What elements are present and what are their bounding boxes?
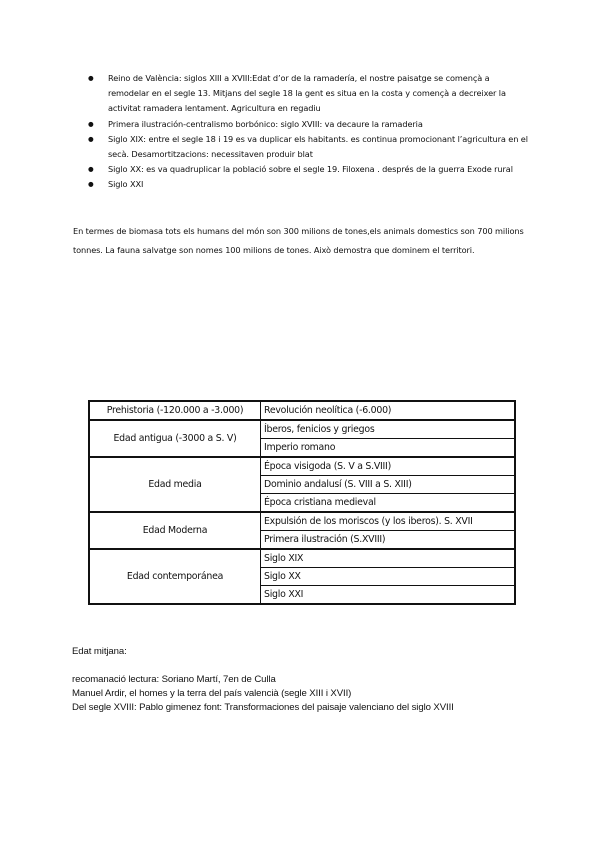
reading-notes bbox=[72, 645, 532, 715]
table-row bbox=[89, 549, 515, 568]
event-cell: Siglo XX bbox=[261, 568, 516, 586]
event-cell: Época visigoda (S. V a S.VIII) bbox=[261, 457, 516, 476]
event-cell: Imperio romano bbox=[261, 439, 516, 458]
era-cell: Edad antigua (-3000 a S. V) bbox=[89, 420, 261, 457]
event-cell: Íberos, fenicios y griegos bbox=[261, 420, 516, 439]
event-cell: Revolución neolítica (-6.000) bbox=[261, 401, 516, 420]
event-cell: Expulsión de los moriscos (y los iberos). S. XVII bbox=[261, 512, 516, 531]
note-line: Manuel Ardir, el homes y la terra del país valencià (segle XIII i XVII) bbox=[72, 688, 352, 699]
list-item: ● Reino de València: siglos XIII a XVIII:Edat d’or de la ramadería, el nostre paisatge se començà a remodelar en el segle 13. Mitjans del segle 18 la gent es situa en la costa y començà a decreixer la activitat ramadera lentament. Agricultura en regadiu bbox=[88, 71, 528, 117]
event-cell: Época cristiana medieval bbox=[261, 494, 516, 513]
historical-periods-table bbox=[88, 400, 516, 605]
era-cell: Edad contemporánea bbox=[89, 549, 261, 604]
event-cell: Siglo XXI bbox=[261, 586, 516, 605]
event-cell: Dominio andalusí (S. VIII a S. XIII) bbox=[261, 476, 516, 494]
era-cell: Edad media bbox=[89, 457, 261, 512]
notes-heading: Edat mitjana: bbox=[72, 646, 127, 657]
table-row bbox=[89, 512, 515, 531]
note-line: Del segle XVIII: Pablo gimenez font: Transformaciones del paisaje valenciano del siglo XVIII bbox=[72, 702, 454, 713]
event-cell: Primera ilustración (S.XVIII) bbox=[261, 531, 516, 550]
list-item: ● Siglo XXI bbox=[88, 177, 528, 192]
bullet-list bbox=[88, 71, 528, 193]
era-cell: Prehistoria (-120.000 a -3.000) bbox=[89, 401, 261, 420]
list-item: ● Primera ilustración-centralismo borbónico: siglo XVIII: va decaure la ramaderia bbox=[88, 117, 528, 132]
note-line: recomanació lectura: Soriano Martí, 7en de Culla bbox=[72, 674, 276, 685]
biomass-paragraph: En termes de biomasa tots els humans del món son 300 milions de tones,els animals domestics son 700 milions tonnes. La fauna salvatge son nomes 100 milions de tones. Això demostra que dominem el territori. bbox=[73, 226, 524, 255]
event-cell: Siglo XIX bbox=[261, 549, 516, 568]
notes-spacer bbox=[72, 659, 532, 673]
table-row bbox=[89, 457, 515, 476]
table-row bbox=[89, 401, 515, 420]
list-item: ● Siglo XX: es va quadruplicar la població sobre el segle 19. Filoxena . després de la guerra Exode rural bbox=[88, 162, 528, 177]
list-item: ● Siglo XIX: entre el segle 18 i 19 es va duplicar els habitants. es continua promocionant l’agricultura en el secà. Desamortitzacions: necessitaven produir blat bbox=[88, 132, 528, 162]
era-cell: Edad Moderna bbox=[89, 512, 261, 549]
table-row bbox=[89, 420, 515, 439]
